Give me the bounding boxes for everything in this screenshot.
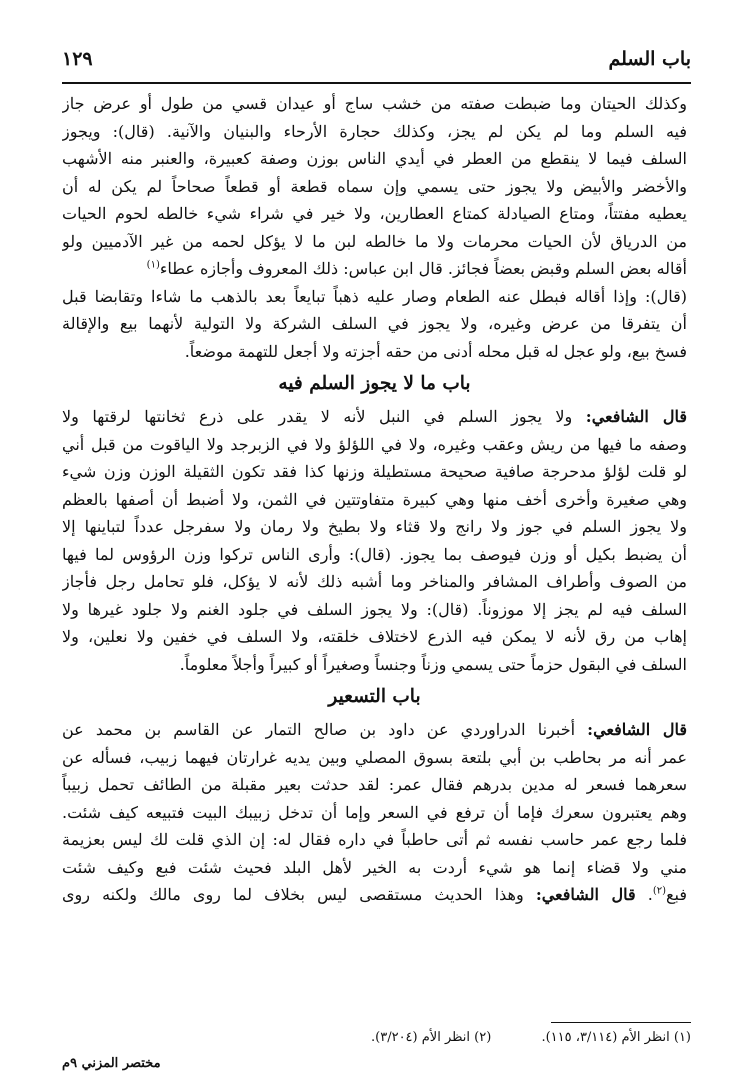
text-line: أن يتفرقا من عرض وغيره، ولا يجوز في السلف الشركة ولا التولية لأنهما بيع والإقالة xyxy=(62,314,687,333)
header-rule xyxy=(62,82,691,84)
text-line: وهي صغيرة وأخرى أخف منها وهي كبيرة متفاوتتين في الثمن، ولا أضبط أن أصفها بالعظم xyxy=(62,489,687,509)
page-number: ١٢٩ xyxy=(62,48,93,70)
speaker-label: قال الشافعي: xyxy=(585,407,687,426)
footnotes xyxy=(62,1028,691,1048)
text-line: إهاب من رق لأنه لا يمكن فيه الذرع لاختلاف خلقته، ولا السلف في خفين ولا نعلين، ولا xyxy=(62,627,687,646)
footnote-reference: (١) xyxy=(146,259,160,271)
text-line: والأخضر والأبيض ولا يجوز حتى يسمي وإن سماه قطعة أو قطعاً صحاحاً لم يكن له أن xyxy=(62,176,687,196)
text-line: وكذلك الحيتان وما ضبطت صفته من خشب ساج أو عيدان قسي من طول أو عرض جاز xyxy=(62,94,687,113)
text-line: السلف في البقول حزماً حتى يسمي وزناً وجنساً وصغيراً أو كبيراً وأجلاً معلوماً. xyxy=(179,654,687,674)
text-line: وهم يعتبرون سعرك فإما أن ترفع في السعر وإما أن تدخل زبيبك البيت فتبيعه كيف شئت. xyxy=(62,802,687,822)
footnote: (٢) انظر الأم (٣/٢٠٤). xyxy=(371,1030,492,1045)
text-line: سعرهما فسعر له مدين بدرهم فقال عمر: لقد حدثت بعير مقبلة من الطائف تحمل زبيباً xyxy=(62,775,687,794)
section-heading: باب ما لا يجوز السلم فيه xyxy=(278,373,471,394)
text-line-content: ولا يجوز السلم في النبل لأنه لا يقدر على ذرع ثخانتها لرقتها ولا xyxy=(62,407,573,426)
text-line: (قال): وإذا أقاله فبطل عنه الطعام وصار عليه ذهباً تبايعاً بعد بالذهب ما شاءا وتقابضا قبل xyxy=(62,286,687,306)
text-line: لو قلت لؤلؤ مدحرجة صافية صحيحة مستطيلة وزنها كذا فقد تكون الثقيلة الوزن وزن شيء xyxy=(62,462,687,481)
text-line: من الدرياق لأن الحيات محرمات ولا ما خالطه لبن ما لا يؤكل لحمه من غير الآدميين ولو xyxy=(62,231,687,251)
text-line: فيه السلم وما لم يكن لم يجز، وكذلك حجارة الأرحاء والبنيان والآنية. (قال): ويجوز xyxy=(62,121,687,141)
text-line-content: فبع xyxy=(666,885,687,904)
text-line: عمر أنه مر بحاطب بن أبي بلتعة بسوق المصلي وبين يديه غرارتان فيهما زبيب، فسأله عن xyxy=(62,747,687,767)
text-line: فبع$^{(٢)}$. قال الشافعي: وهذا الحديث مستقصى ليس بخلاف لما روى مالك ولكنه روى xyxy=(62,885,687,904)
text-line xyxy=(62,716,687,744)
speaker-label: قال الشافعي: xyxy=(535,885,636,904)
speaker-label: قال الشافعي: xyxy=(587,720,687,739)
text-line: فسخ بيع، ولو عجل له قبل محله أدنى من حقه أجزته ولا أجعل للتهمة موضعاً. xyxy=(184,341,687,361)
running-title: باب السلم xyxy=(608,48,691,70)
text-line: ولا يجوز السلم في جوز ولا رانج ولا قثاء ولا بطيخ ولا رمان ولا سفرجل عدداً لتباينها إلا xyxy=(62,517,687,536)
text-line: السلف فيه لم يجز إلا موزوناً. (قال): ولا يجوز السلف في جلود الغنم ولا جلود غيرها ولا xyxy=(62,599,687,619)
footnote-reference: (٢) xyxy=(652,885,666,897)
text-line-content: أخبرنا الدراوردي عن داود بن صالح التمار عن القاسم بن محمد عن xyxy=(62,720,576,739)
text-line: مني ولا قضاء إنما هو شيء أردت به الخير لأهل البلد فحيث شئت فبع وكيف شئت xyxy=(62,857,687,877)
text-line: وصفه ما فيها من ريش وعقب وغيره، ولا في اللؤلؤ ولا في الزبرجد ولا الياقوت من قبل أني xyxy=(62,434,687,454)
text-line xyxy=(62,255,687,283)
book-footer: مختصر المزني ٩م xyxy=(62,1056,161,1071)
page-body xyxy=(62,90,687,909)
text-line: يعطيه مفتتاً، ومتاع الصيادلة كمتاع العطارين، ولا خير في شراء شيء خالطه لحوم الحيات xyxy=(62,204,687,223)
text-line-content: أقاله بعض السلم وقبض بعضاً فجائز. قال ابن عباس: ذلك المعروف وأجازه عطاء xyxy=(159,259,687,278)
text-line xyxy=(62,403,687,431)
section-heading: باب التسعير xyxy=(328,686,421,707)
text-line: أن يضبط بكيل أو وزن فيوصف بما يجوز. (قال): وأرى الناس تركوا وزن الرؤوس لما فيها xyxy=(62,544,687,564)
footnote: (١) انظر الأم (٣/١١٤، ١١٥). xyxy=(541,1030,691,1045)
text-line: السلف فيما لا ينقطع من العطر في أيدي الناس بوزن وصفة كعبيرة، والعنبر منه الأشهب xyxy=(62,149,687,168)
text-line: فلما رجع عمر حاسب نفسه ثم أتى حاطباً في داره فقال له: إن الذي قلت لك ليس بعزيمة xyxy=(62,830,687,849)
footnote-rule xyxy=(551,1022,691,1023)
text-line-content: وهذا الحديث مستقصى ليس بخلاف لما روى مالك ولكنه روى xyxy=(62,885,524,904)
text-line: من الصوف وأطراف المشافر والمناخر وما أشبه ذلك لأنه لا يؤكل، فلو تحامل رجل فأجاز xyxy=(62,572,687,591)
page-header xyxy=(62,46,691,82)
